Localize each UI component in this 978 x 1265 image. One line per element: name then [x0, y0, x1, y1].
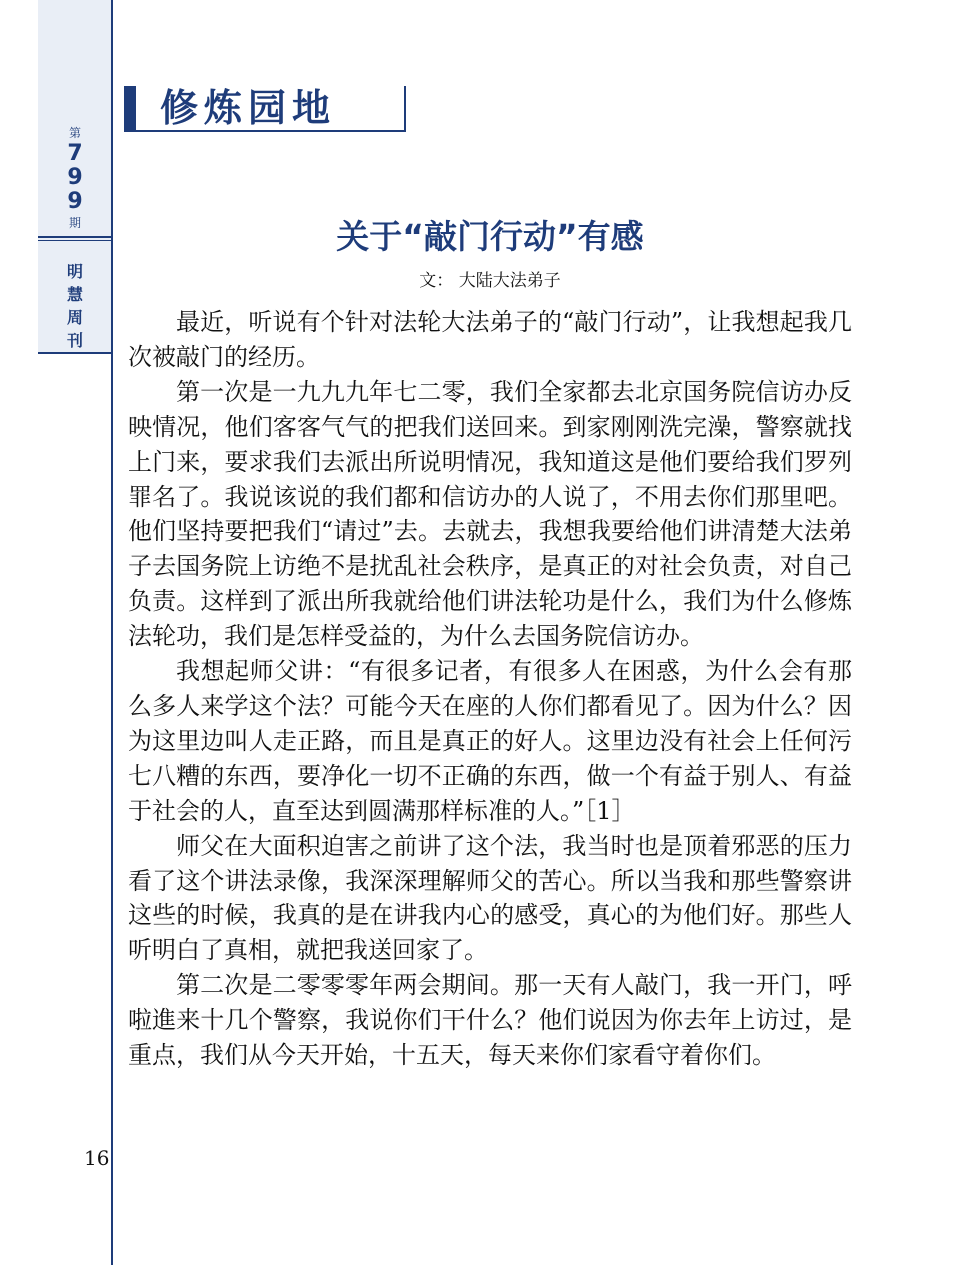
sidebar-bottom-rule: [38, 352, 112, 354]
magazine-char: 慧: [66, 285, 83, 304]
section-accent-bar: [124, 86, 136, 130]
paragraph: 我想起师父讲：“有很多记者，有很多人在困惑，为什么会有那么多人来学这个法？可能今天在座的人你们都看见了。因为什么？因为这里边叫人走正路，而且是真正的好人。这里边没有社会上任何污七八糟的东西，要净化一切不正确的东西，做一个有益于别人、有益于社会的人，直至达到圆满那样标准的人。”［1］: [128, 657, 852, 825]
article-title: 关于“敲门行动”有感: [336, 217, 644, 256]
magazine-name: [38, 260, 112, 352]
paragraph: 师父在大面积迫害之前讲了这个法，我当时也是顶着邪恶的压力看了这个讲法录像，我深深理解师父的苦心。所以当我和那些警察讲这些的时候，我真的是在讲我内心的感受，真心的为他们好。那些人听明白了真相，就把我送回家了。: [128, 831, 852, 965]
paragraph: 第二次是二零零零年两会期间。那一天有人敲门，我一开门，呼啦進来十几个警察，我说你们干什么？他们说因为你去年上访过，是重点，我们从今天开始，十五天，每天来你们家看守着你们。: [128, 971, 852, 1070]
paragraph: 最近，听说有个针对法轮大法弟子的“敲门行动”，让我想起我几次被敲门的经历。: [128, 308, 852, 371]
issue-digit: 9: [67, 165, 83, 190]
section-header: [124, 86, 406, 132]
issue-number: [38, 124, 112, 232]
issue-digit: 9: [67, 189, 83, 214]
sidebar-divider: [38, 236, 112, 238]
article-body: [128, 305, 852, 1073]
article-byline: 文： 大陆大法弟子: [419, 271, 561, 291]
issue-digit: 7: [67, 141, 83, 166]
issue-suffix: 期: [68, 216, 81, 230]
section-title: 修炼园地: [160, 86, 337, 130]
paragraph: 第一次是一九九九年七二零，我们全家都去北京国务院信访办反映情况，他们客客气气的把我们送回来。到家刚刚洗完澡，警察就找上门来，要求我们去派出所说明情况，我知道这是他们要给我们罗列罪名了。我说该说的我们都和信访办的人说了，不用去你们那里吧。他们坚持要把我们“请过”去。去就去，我想我要给他们讲清楚大法弟子去国务院上访绝不是扰乱社会秩序，是真正的对社会负责，对自己负责。这样到了派出所我就给他们讲法轮功是什么，我们为什么修炼法轮功，我们是怎样受益的，为什么去国务院信访办。: [128, 377, 852, 651]
page-number: 16: [84, 1146, 110, 1170]
magazine-char: 明: [66, 262, 83, 281]
magazine-char: 周: [66, 308, 83, 327]
issue-prefix: 第: [68, 126, 81, 140]
magazine-char: 刊: [66, 331, 83, 350]
sidebar-divider: [38, 240, 112, 241]
